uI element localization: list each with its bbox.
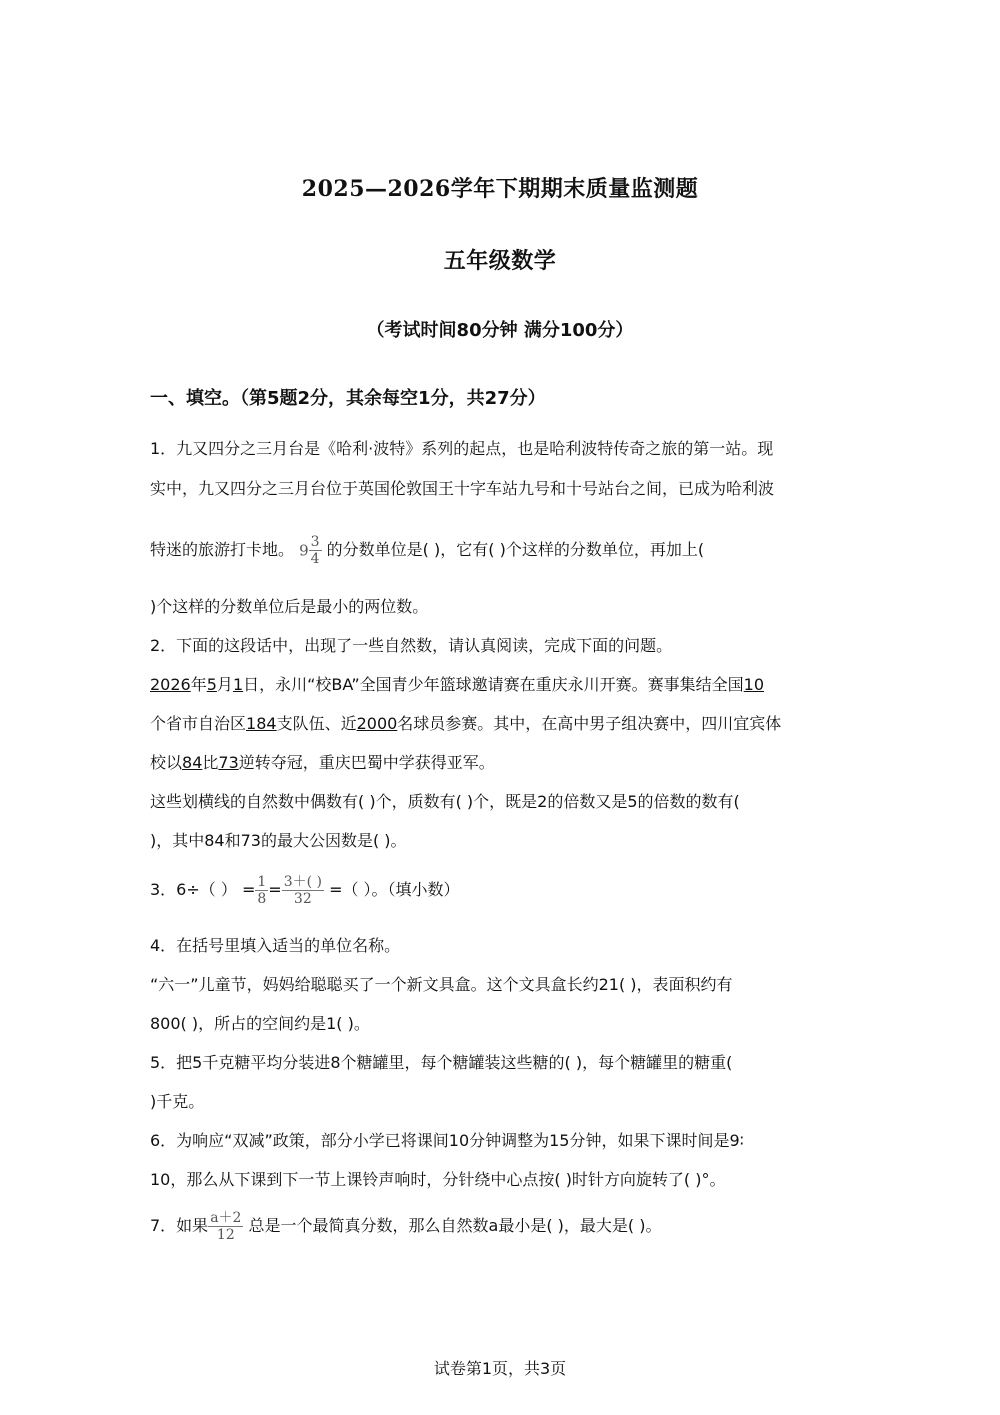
underlined-number: 1 <box>232 675 244 694</box>
underlined-number: 184 <box>246 714 277 733</box>
text: 校以 <box>150 753 183 772</box>
fraction-numerator: 3＋( ) <box>283 874 322 890</box>
section-heading: 一、填空。（第5题2分，其余每空1分，共27分） <box>150 388 546 409</box>
q7-suffix: 总是一个最简真分数，那么自然数a最小是( )，最大是( )。 <box>248 1216 662 1235</box>
fraction-denominator: 8 <box>257 891 267 907</box>
equals-sign: = <box>241 880 256 899</box>
fraction-one-eighth <box>255 874 268 907</box>
q2-paragraph-line-2 <box>150 714 850 734</box>
q5-line-2: )千克。 <box>150 1092 205 1111</box>
q2-line-6: )，其中84和73的最大公因数是( )。 <box>150 831 407 850</box>
underlined-number: 2000 <box>356 714 398 733</box>
q4-line-2: “六一”儿童节，妈妈给聪聪买了一个新文具盒。这个文具盒长约21( )，表面积约有 <box>150 975 733 994</box>
mixed-number-fraction <box>309 534 322 567</box>
q4-line-1: 4．在括号里填入适当的单位名称。 <box>150 936 401 955</box>
page-footer: 试卷第1页，共3页 <box>433 1359 567 1378</box>
q5-line-1: 5．把5千克糖平均分装进8个糖罐里，每个糖罐装这些糖的( )，每个糖罐里的糖重( <box>150 1053 733 1072</box>
text: 名球员参赛。其中，在高中男子组决赛中，四川宜宾体 <box>397 714 782 733</box>
text: 月 <box>216 675 233 694</box>
fraction-denominator: 32 <box>293 891 312 907</box>
equals-sign: = <box>268 880 282 899</box>
q1-line-3-text-a: 特迷的旅游打卡地。 <box>150 540 295 559</box>
underlined-number: 5 <box>206 675 217 694</box>
q1-line-3-text-b: 的分数单位是( )，它有( )个这样的分数单位，再加上( <box>326 540 705 559</box>
mixed-number-whole: 9 <box>299 541 309 560</box>
q3-prefix: 3．6÷（ ） <box>150 880 237 899</box>
text: 支队伍、近 <box>276 714 357 733</box>
fraction-numerator: 3 <box>310 534 320 550</box>
underlined-number: 10 <box>743 675 765 694</box>
text: 日，永川“校BA”全国青少年篮球邀请赛在重庆永川开赛。赛事集结全国 <box>243 675 744 694</box>
text: 年 <box>190 675 207 694</box>
q7-prefix: 7．如果 <box>150 1216 209 1235</box>
fraction-numerator: a＋2 <box>210 1210 242 1226</box>
fraction-denominator: 12 <box>216 1227 235 1243</box>
q2-line-1: 2．下面的这段话中，出现了一些自然数，请认真阅读，完成下面的问题。 <box>150 636 673 655</box>
exam-info: （考试时间80分钟 满分100分） <box>366 320 634 341</box>
q1-line-4: )个这样的分数单位后是最小的两位数。 <box>150 597 429 616</box>
q1-line-1: 1．九又四分之三月台是《哈利·波特》系列的起点，也是哈利波特传奇之旅的第一站。现 <box>150 439 774 458</box>
q2-paragraph-line-1 <box>150 675 850 695</box>
underlined-number: 2026 <box>150 675 191 694</box>
q4-line-3: 800( )，所占的空间约是1( )。 <box>150 1014 370 1033</box>
q7-line <box>150 1206 850 1246</box>
underlined-number: 84 <box>182 753 203 772</box>
fraction-numerator: 1 <box>257 874 267 890</box>
q2-line-5: 这些划横线的自然数中偶数有( )个，质数有( )个，既是2的倍数又是5的倍数的数有( <box>150 792 740 811</box>
q6-line-2: 10，那么从下课到下一节上课铃声响时，分针绕中心点按( )时针方向旋转了( )°。 <box>150 1170 726 1189</box>
q1-line-3 <box>150 530 850 571</box>
fraction-over-32 <box>282 874 324 907</box>
q6-line-1: 6．为响应“双减”政策，部分小学已将课间10分钟调整为15分钟，如果下课时间是9∶ <box>150 1131 744 1150</box>
exam-title: 2025—2026学年下期期末质量监测题 <box>301 176 699 202</box>
text: 个省市自治区 <box>150 714 247 733</box>
subject-title: 五年级数学 <box>443 249 557 274</box>
text: 逆转夺冠，重庆巴蜀中学获得亚军。 <box>238 753 495 772</box>
q3-suffix: =（ ）。（填小数） <box>329 880 460 899</box>
text: 比 <box>202 753 219 772</box>
q2-paragraph-line-3 <box>150 753 850 773</box>
underlined-number: 73 <box>218 753 239 772</box>
q1-line-2: 实中，九又四分之三月台位于英国伦敦国王十字车站九号和十号站台之间，已成为哈利波 <box>150 479 775 498</box>
fraction-denominator: 4 <box>310 551 320 567</box>
q3-line <box>150 870 850 910</box>
fraction-a-plus-2-over-12 <box>208 1210 243 1243</box>
